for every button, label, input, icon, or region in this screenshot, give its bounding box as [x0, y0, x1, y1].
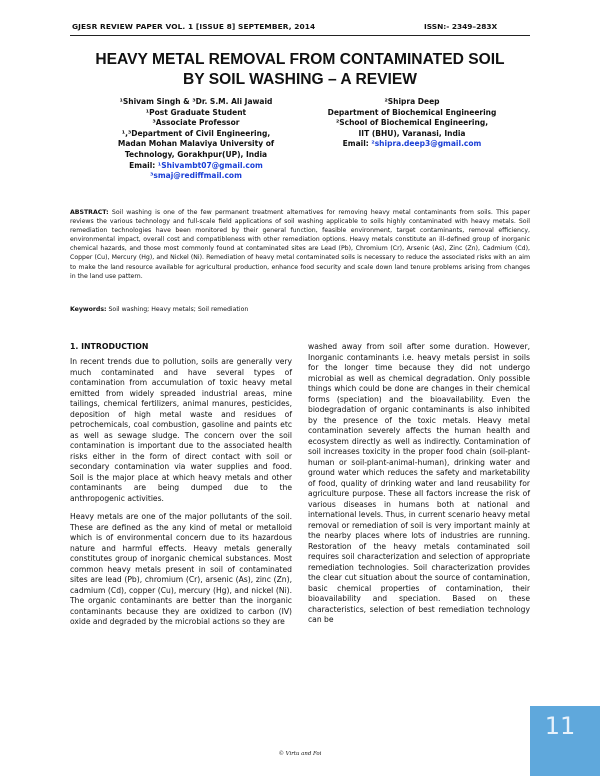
abstract-text: Soil washing is one of the few permanent treatment alternatives for removing heavy metal contaminants from soils. This paper reviews the various technology and full-scale field applications of soil washing applicable to soils highly contaminated with heavy metals. Soil remediation technologies have been monitored by their general function, feasible environment, target contaminants, removal efficiency, environmental impact, overall cost and compatibleness with other remediation options. Heavy metals constitute an ill-defined group of inorganic chemical hazards, and those most commonly found at contaminated sites are Lead (Pb), Chromium (Cr), Arsenic (As), Zinc (Zn), Cadmium (Cd), Copper (Cu), Mercury (Hg), and Nickel (Ni). Remediation of heavy metal contaminated soils is necessary to reduce the associated risks with an aim to make the land resource available for agricultural production, enhance food security and scale down land tenure problems arising from changes in the land use pattern.: [70, 209, 530, 280]
email-row: [294, 139, 530, 150]
keywords-label: Keywords:: [70, 306, 107, 313]
author-block-right: [294, 97, 530, 150]
issn-header: ISSN:- 2349–283X: [424, 22, 498, 31]
author-role-1: ¹Post Graduate Student: [145, 107, 247, 117]
paragraph: washed away from soil after some duration. However, Inorganic contaminants i.e. heavy metals persist in soils for the longer time because they did not undergo microbial as well as chemical degradation. Only possible things which could be done are changes in their chemical forms (speciation) and the bioavailability. Even the biodegradation of organic contaminants is also inhibited by the presence of the toxic metals. Heavy metal contamination severely affects the human health and ecosystem directly as well as indirectly. Contamination of soil increases toxicity in the proper food chain (soil-plant-human or soil-plant-animal-human), drinking water and ground water which reduces the safety and marketability of food, quality of drinking water and land reusability for agriculture purpose. These all factors increase the risk of various diseases in humans both at national and international levels. Thus, in current scenario heavy metal removal or remediation of soil is very important mainly at the nearby places where lots of industries are running. Restoration of the heavy metals contaminated soil requires soil characterization and selection of appropriate remediation technologies. Soil characterization provides the clear cut situation about the source of contamination, basic chemical properties of contamination, their bioavailability and speciation. Based on these characteristics, selection of best remediation technology can be: [308, 342, 530, 624]
header-rule: [70, 35, 530, 36]
affiliation-line: Department of Biochemical Engineering: [327, 107, 497, 117]
email-row: [96, 161, 296, 172]
affiliation-line: IIT (BHU), Varanasi, India: [358, 128, 466, 138]
abstract: [70, 208, 530, 281]
journal-header: GJESR REVIEW PAPER VOL. 1 [ISSUE 8] SEPTEMBER, 2014: [72, 22, 316, 31]
email-label: Email:: [342, 139, 372, 149]
email-link-2[interactable]: ³smaj@rediffmail.com: [150, 171, 242, 181]
affiliation-line: ¹,³Department of Civil Engineering,: [121, 128, 271, 138]
email-link[interactable]: ²shipra.deep3@gmail.com: [371, 139, 482, 149]
affiliation-line: Madan Mohan Malaviya University of: [117, 139, 275, 149]
keywords-text: Soil washing; Heavy metals; Soil remediation: [106, 306, 249, 313]
text-column-right: [308, 342, 530, 634]
author-role-3: ³Associate Professor: [152, 118, 240, 128]
affiliation-line: ²School of Biochemical Engineering,: [335, 118, 489, 128]
section-heading: 1. INTRODUCTION: [70, 342, 149, 351]
paragraph: In recent trends due to pollution, soils are generally very much contaminated and have several types of contamination from accumulation of toxic heavy metal emitted from widely spreaded industrial areas, mine tailings, chemical fertilizers, animal manures, pesticides, deposition of high metal waste and residues of petrochemicals, coal combustion, gasoline and paints etc as well as sewage sludge. The concern over the soil contamination is important due to the associated health risks either in the form of direct contact with soil or secondary contamination via water supplies and food. Soil is the major place at which heavy metals and other contaminants are being dumped due to the anthropogenic activities.: [70, 357, 292, 503]
affiliation-line: Technology, Gorakhpur(UP), India: [124, 149, 268, 159]
title-line-1: HEAVY METAL REMOVAL FROM CONTAMINATED SOIL: [95, 51, 505, 68]
paper-title: [70, 50, 530, 89]
keywords: [70, 306, 530, 313]
page-number: 11: [544, 712, 576, 740]
author-block-left: [96, 97, 296, 182]
text-column-left: [70, 357, 292, 636]
footer: © Virtu and Foi: [278, 751, 322, 757]
author-names: ¹Shivam Singh & ³Dr. S.M. Ali Jawaid: [119, 97, 273, 106]
email-label: Email:: [129, 160, 158, 170]
email-link-1[interactable]: ¹Shivambt07@gmail.com: [157, 160, 263, 170]
author-name: ²Shipra Deep: [384, 97, 440, 106]
paragraph: Heavy metals are one of the major pollutants of the soil. These are defined as the any kind of metal or metalloid which is of environmental concern due to its hazardous nature and harmful effects. Heavy metals generally constitutes group of inorganic chemical substances. Most common heavy metals present in soil of contaminated sites are lead (Pb), chromium (Cr), arsenic (As), zinc (Zn), cadmium (Cd), copper (Cu), mercury (Hg), and nickel (Ni). The organic contaminants are better than the inorganic contaminants because they are oxidized to carbon (IV) oxide and degraded by the microbial actions so they are: [70, 512, 292, 626]
abstract-label: ABSTRACT:: [70, 209, 109, 216]
title-line-2: BY SOIL WASHING – A REVIEW: [183, 70, 417, 88]
